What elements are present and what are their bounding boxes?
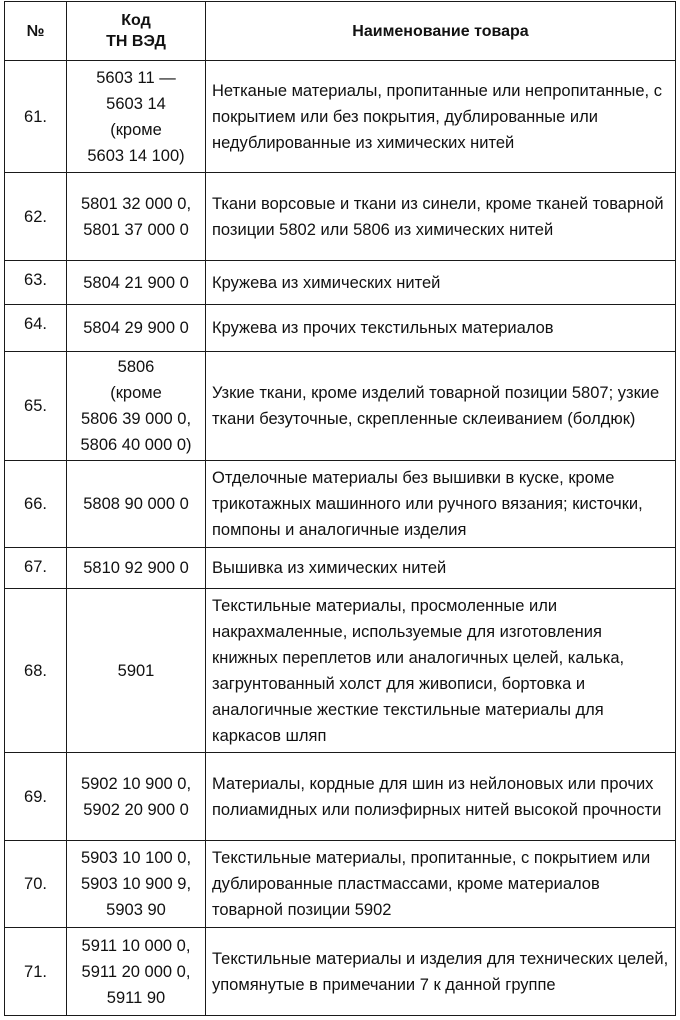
row-code — [67, 61, 206, 173]
row-name: Отделочные материалы без вышивки в куске, кроме трикотажных машинного или ручного вязания; кисточки, помпоны и аналогичные изделия — [206, 461, 676, 548]
code-line: 5804 21 900 0 — [83, 273, 189, 292]
code-line: 5804 29 900 0 — [83, 319, 189, 337]
code-line: 5603 14 — [106, 94, 166, 113]
code-line: 5901 — [117, 661, 155, 680]
code-line: 5911 20 000 0, — [81, 962, 191, 981]
table-header-row — [5, 2, 676, 61]
header-num: № — [5, 2, 67, 61]
goods-table — [4, 1, 676, 1016]
row-name: Текстильные материалы и изделия для технических целей, упомянутые в примечании 7 к данной группе — [206, 928, 676, 1016]
row-num: 67. — [5, 548, 67, 589]
row-num: 64. — [5, 305, 67, 352]
row-code — [67, 305, 206, 352]
row-num: 62. — [5, 173, 67, 261]
code-line: 5806 39 000 0, — [80, 410, 192, 428]
code-line: 5808 90 000 0 — [83, 495, 189, 513]
row-name: Узкие ткани, кроме изделий товарной позиции 5807; узкие ткани безуточные, скрепленные склеиванием (болдюк) — [206, 352, 676, 461]
code-line: (кроме — [110, 120, 162, 139]
row-name: Текстильные материалы, просмоленные или накрахмаленные, используемые для изготовления книжных переплетов или аналогичных целей, калька, загрунтованный холст для живописи, бортовка и аналогичные жесткие текстильные материалы для каркасов шляп — [206, 589, 676, 753]
row-name: Кружева из прочих текстильных материалов — [206, 305, 676, 352]
code-line: 5903 10 100 0, — [80, 849, 192, 867]
table-row — [5, 461, 676, 548]
row-num: 70. — [5, 841, 67, 928]
row-code — [67, 461, 206, 548]
table-row — [5, 261, 676, 305]
table-row — [5, 928, 676, 1016]
table-row — [5, 352, 676, 461]
table-row — [5, 173, 676, 261]
row-name: Вышивка из химических нитей — [206, 548, 676, 589]
row-num: 66. — [5, 461, 67, 548]
code-line: 5903 10 900 9, — [80, 875, 192, 893]
row-num: 65. — [5, 352, 67, 461]
code-line: 5603 11 — — [96, 68, 176, 87]
table-row — [5, 305, 676, 352]
row-name: Ткани ворсовые и ткани из синели, кроме тканей товарной позиции 5802 или 5806 из химических нитей — [206, 173, 676, 261]
document-page — [4, 1, 675, 1016]
row-code — [67, 548, 206, 589]
row-name: Материалы, кордные для шин из нейлоновых или прочих полиамидных или полиэфирных нитей высокой прочности — [206, 753, 676, 841]
code-line: 5801 37 000 0 — [83, 220, 189, 239]
row-code — [67, 928, 206, 1016]
code-line: 5903 90 — [106, 901, 166, 919]
table-row — [5, 753, 676, 841]
row-code — [67, 352, 206, 461]
row-num: 68. — [5, 589, 67, 753]
row-code — [67, 589, 206, 753]
row-num: 61. — [5, 61, 67, 173]
row-code — [67, 753, 206, 841]
row-num: 63. — [5, 261, 67, 305]
code-line: 5911 90 — [106, 988, 166, 1007]
header-name: Наименование товара — [206, 2, 676, 61]
code-line: 5911 10 000 0, — [81, 936, 191, 955]
row-name: Нетканые материалы, пропитанные или непропитанные, с покрытием или без покрытия, дублированные или недублированные из химических нитей — [206, 61, 676, 173]
code-line: 5902 20 900 0 — [83, 800, 189, 819]
code-line: 5810 92 900 0 — [83, 559, 189, 577]
code-line: 5806 40 000 0) — [80, 436, 192, 454]
row-num: 71. — [5, 928, 67, 1016]
code-line: 5902 10 900 0, — [80, 774, 192, 793]
table-row — [5, 548, 676, 589]
header-code — [67, 2, 206, 61]
table-row — [5, 61, 676, 173]
code-line: 5603 14 100) — [87, 146, 185, 165]
row-code — [67, 261, 206, 305]
code-line: (кроме — [110, 384, 162, 402]
header-code-line1: Код — [121, 12, 151, 29]
header-code-line2: ТН ВЭД — [106, 33, 166, 50]
row-name: Текстильные материалы, пропитанные, с покрытием или дублированные пластмассами, кроме материалов товарной позиции 5902 — [206, 841, 676, 928]
row-name: Кружева из химических нитей — [206, 261, 676, 305]
code-line: 5801 32 000 0, — [80, 194, 192, 213]
row-num: 69. — [5, 753, 67, 841]
row-code — [67, 841, 206, 928]
row-code — [67, 173, 206, 261]
table-row — [5, 589, 676, 753]
table-row — [5, 841, 676, 928]
code-line: 5806 — [117, 358, 155, 376]
